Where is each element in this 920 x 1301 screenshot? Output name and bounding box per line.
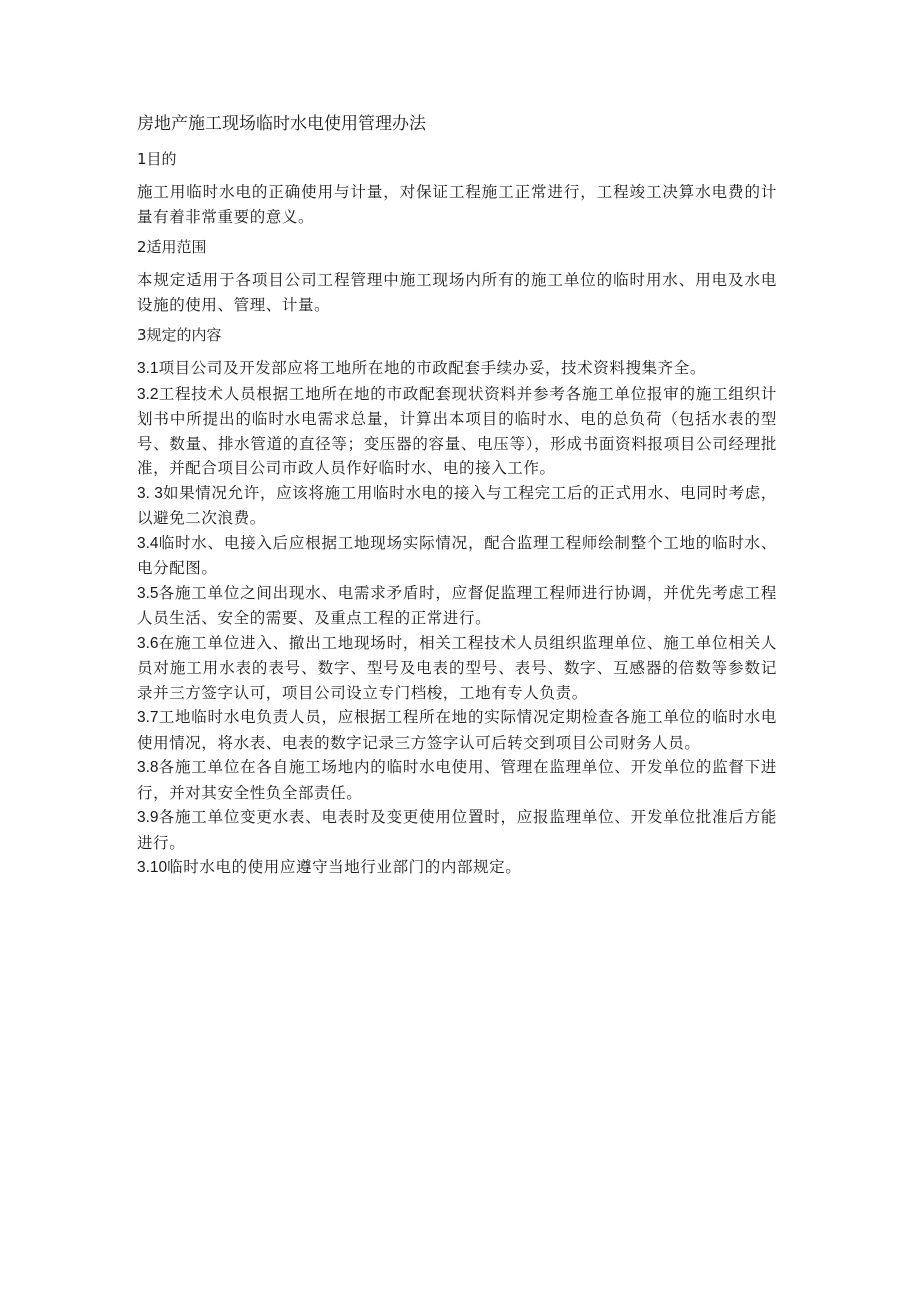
clause-item xyxy=(137,805,777,855)
clause-number: 3.2 xyxy=(137,385,159,403)
clause-item xyxy=(137,705,777,755)
clause-item xyxy=(137,581,777,631)
clause-number: 3.9 xyxy=(137,809,159,826)
clause-number: 3. 3 xyxy=(137,484,163,502)
section-text-purpose: 施工用临时水电的正确使用与计量，对保证工程施工正常进行，工程竣工决算水电费的计量有着非常重要的意义。 xyxy=(137,183,777,226)
clause-number: 3.4 xyxy=(137,534,159,552)
clause-text: 各施工单位之间出现水、电需求矛盾时，应督促监理工程师进行协调，并优先考虑工程人员生活、安全的需要、及重点工程的正常进行。 xyxy=(137,583,777,627)
clause-text: 工程技术人员根据工地所在地的市政配套现状资料并参考各施工单位报审的施工组织计划书中所提出的临时水电需求总量，计算出本项目的临时水、电的总负荷（包括水表的型号、数量、排水管道的直径等；变压器的容量、电压等），形成书面资料报项目公司经理批准，并配合项目公司市政人员作好临时水、电的接入工作。 xyxy=(137,384,777,477)
clause-text: 临时水电的使用应遵守当地行业部门的内部规定。 xyxy=(167,858,522,876)
clause-text: 项目公司及开发部应将工地所在地的市政配套手续办妥，技术资料搜集齐全。 xyxy=(158,359,706,377)
clause-text: 临时水、电接入后应根据工地现场实际情况，配合监理工程师绘制整个工地的临时水、电分配图。 xyxy=(137,533,777,577)
clause-number: 3.7 xyxy=(137,709,159,726)
clause-item xyxy=(137,382,777,481)
clause-number: 3.8 xyxy=(137,759,159,776)
section-heading-purpose: 1目的 xyxy=(137,150,177,168)
document-title: 房地产施工现场临时水电使用管理办法 xyxy=(137,114,426,134)
clause-text: 在施工单位进入、撤出工地现场时，相关工程技术人员组织监理单位、施工单位相关人员对施工用水表的表号、数字、型号及电表的型号、表号、数字、互感器的倍数等参数记录并三方签字认可，项目公司设立专门档梭，工地有专人负责。 xyxy=(137,633,777,702)
section-heading-scope: 2适用范围 xyxy=(137,238,207,256)
section-text-scope: 本规定适用于各项目公司工程管理中施工现场内所有的施工单位的临时用水、用电及水电设施的使用、管理、计量。 xyxy=(137,271,777,314)
clause-number: 3.1 xyxy=(137,360,159,377)
clause-text: 各施工单位变更水表、电表时及变更使用位置时，应报监理单位、开发单位批准后方能进行。 xyxy=(137,808,777,852)
clause-list xyxy=(137,356,777,881)
clause-item xyxy=(137,481,777,531)
clause-item xyxy=(137,531,777,581)
section-heading-content: 3规定的内容 xyxy=(137,326,222,344)
clause-number: 3.6 xyxy=(137,634,159,652)
clause-item xyxy=(137,631,777,706)
clause-item xyxy=(137,356,777,382)
clause-text: 如果情况允许，应该将施工用临时水电的接入与工程完工后的正式用水、电同时考虑，以避免二次浪费。 xyxy=(137,483,777,527)
clause-number: 3.5 xyxy=(137,584,159,602)
clause-text: 各施工单位在各自施工场地内的临时水电使用、管理在监理单位、开发单位的监督下进行，并对其安全性负全部责任。 xyxy=(137,758,777,802)
clause-text: 工地临时水电负责人员，应根据工程所在地的实际情况定期检查各施工单位的临时水电使用情况，将水表、电表的数字记录三方签字认可后转交到项目公司财务人员。 xyxy=(137,708,777,752)
document-page xyxy=(137,112,777,881)
clause-item xyxy=(137,755,777,805)
clause-number: 3.10 xyxy=(137,859,168,876)
clause-item xyxy=(137,855,777,881)
